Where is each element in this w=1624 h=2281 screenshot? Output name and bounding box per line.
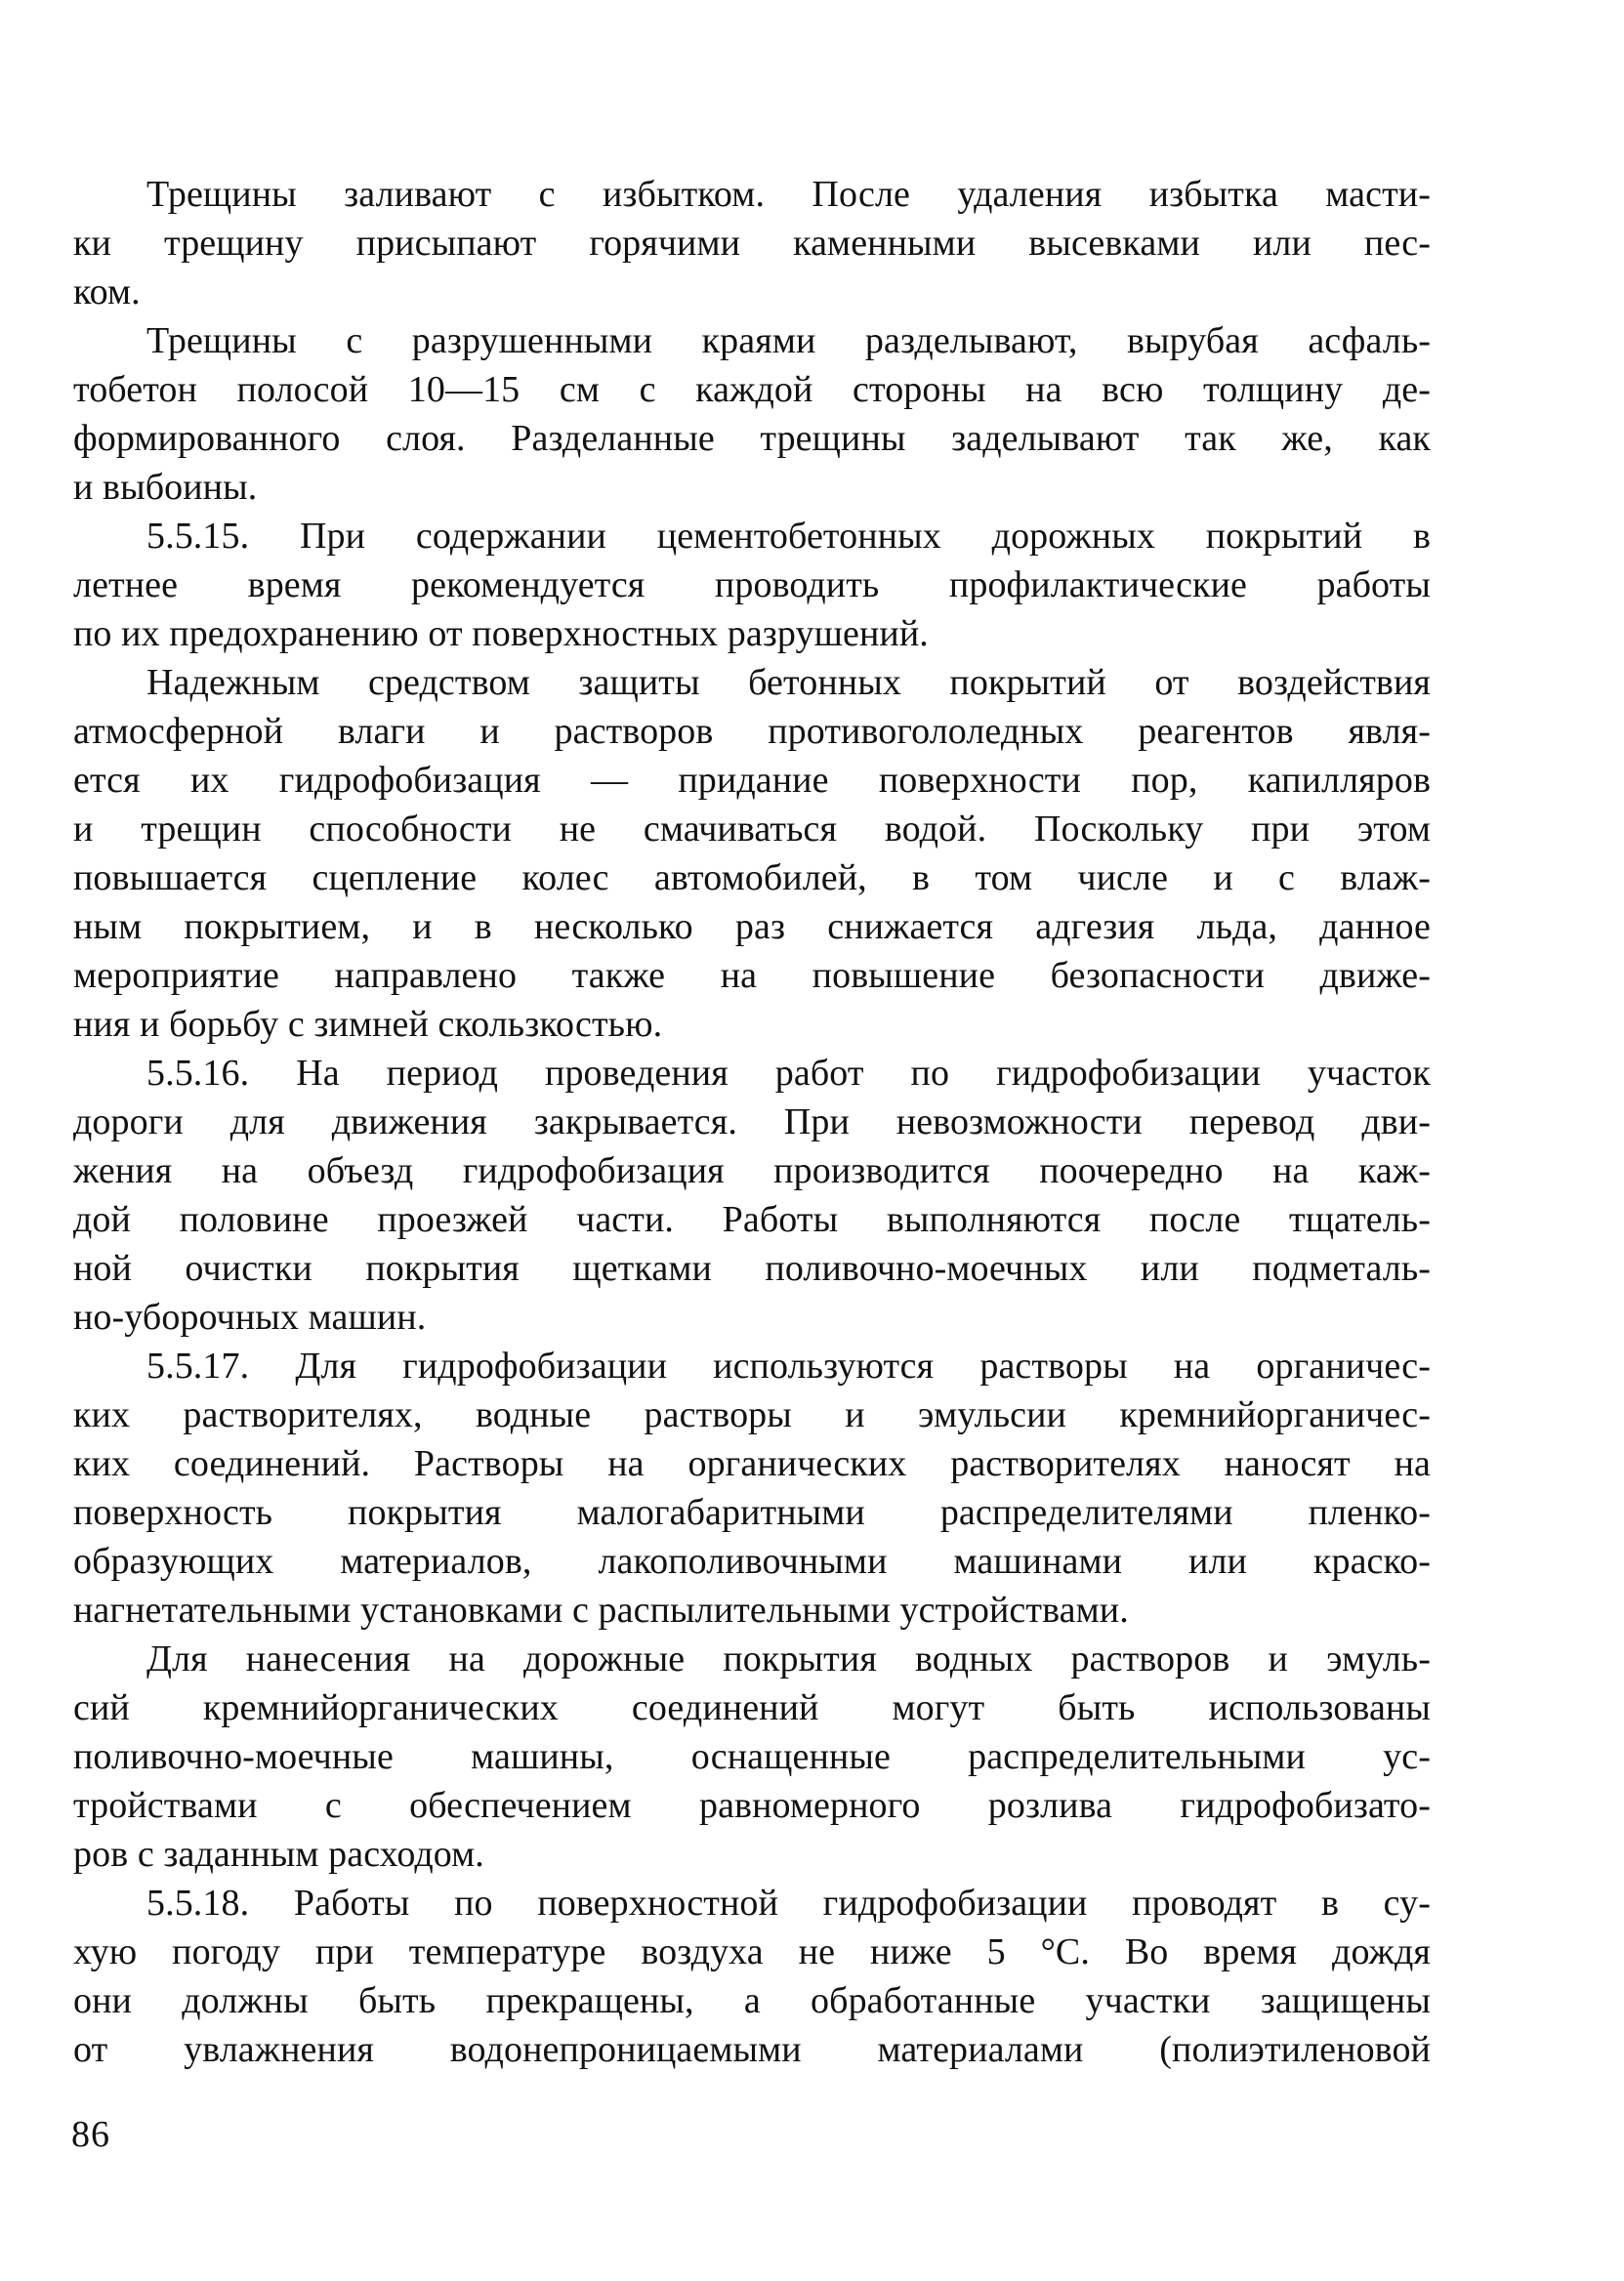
text-line: ком. [73, 271, 141, 312]
text-line: ния и борьбу с зимней скользкостью. [73, 1004, 663, 1045]
text-line: ких соединений. Растворы на органических растворителях наносят на [73, 1443, 1431, 1484]
text-line: ких растворителях, водные растворы и эмульсии кремнийорганичес- [73, 1394, 1431, 1435]
text-line: дой половине проезжей части. Работы выполняются после тщатель- [73, 1199, 1431, 1240]
text-line: дороги для движения закрывается. При невозможности перевод дви- [73, 1101, 1431, 1142]
paragraph [73, 1342, 1431, 1635]
text-line: формированного слоя. Разделанные трещины заделывают так же, как [73, 418, 1431, 459]
paragraph [73, 512, 1431, 658]
text-line: ров с заданным расходом. [73, 1834, 484, 1875]
text-line: 5.5.16. На период проведения работ по гидрофобизации участок [146, 1053, 1431, 1094]
text-line: Трещины с разрушенными краями разделывают, вырубая асфаль- [146, 320, 1431, 361]
page-number: 86 [71, 2114, 110, 2155]
text-line: 5.5.18. Работы по поверхностной гидрофобизации проводят в су- [146, 1883, 1431, 1924]
paragraph [73, 1635, 1431, 1879]
text-line: нагнетательными установками с распылительными устройствами. [73, 1590, 1129, 1631]
paragraph [73, 316, 1431, 512]
text-line: Трещины заливают с избытком. После удаления избытка масти- [146, 174, 1431, 215]
text-line: поливочно-моечные машины, оснащенные распределительными ус- [73, 1736, 1431, 1777]
text-line: ется их гидрофобизация — придание поверхности пор, капилляров [73, 760, 1431, 801]
text-line: образующих материалов, лакополивочными машинами или краско- [73, 1541, 1431, 1582]
text-line: сий кремнийорганических соединений могут быть использованы [73, 1687, 1431, 1728]
text-line: повышается сцепление колес автомобилей, в том числе и с влаж- [73, 857, 1431, 898]
text-line: ки трещину присыпают горячими каменными высевками или пес- [73, 223, 1431, 264]
text-line: 5.5.15. При содержании цементобетонных дорожных покрытий в [146, 516, 1431, 557]
paragraph [73, 1049, 1431, 1342]
text-line: Надежным средством защиты бетонных покрытий от воздействия [146, 662, 1431, 703]
text-line: ным покрытием, и в несколько раз снижается адгезия льда, данное [73, 906, 1431, 947]
text-line: хую погоду при температуре воздуха не ниже 5 °С. Во время дождя [73, 1931, 1431, 1972]
paragraph [73, 170, 1431, 316]
text-line: по их предохранению от поверхностных разрушений. [73, 613, 929, 654]
text-line: они должны быть прекращены, а обработанные участки защищены [73, 1980, 1431, 2021]
text-line: поверхность покрытия малогабаритными распределителями пленко- [73, 1492, 1431, 1533]
text-line: тобетон полосой 10—15 см с каждой стороны на всю толщину де- [73, 369, 1431, 410]
text-line: жения на объезд гидрофобизация производится поочередно на каж- [73, 1150, 1431, 1191]
text-line: и выбоины. [73, 467, 258, 508]
text-line: мероприятие направлено также на повышение безопасности движе- [73, 955, 1431, 996]
paragraph [73, 1879, 1431, 2074]
text-line: но-уборочных машин. [73, 1297, 427, 1338]
text-line: атмосферной влаги и растворов противогололедных реагентов явля- [73, 711, 1431, 752]
text-line: 5.5.17. Для гидрофобизации используются растворы на органичес- [146, 1346, 1431, 1387]
text-line: ной очистки покрытия щетками поливочно-моечных или подметаль- [73, 1248, 1431, 1289]
text-line: и трещин способности не смачиваться водой. Поскольку при этом [73, 809, 1431, 850]
body-text [73, 170, 1431, 2074]
text-line: тройствами с обеспечением равномерного розлива гидрофобизато- [73, 1785, 1431, 1826]
text-line: Для нанесения на дорожные покрытия водных растворов и эмуль- [146, 1638, 1431, 1680]
paragraph [73, 658, 1431, 1049]
text-line: летнее время рекомендуется проводить профилактические работы [73, 564, 1431, 605]
text-line: от увлажнения водонепроницаемыми материалами (полиэтиленовой [73, 2029, 1431, 2070]
